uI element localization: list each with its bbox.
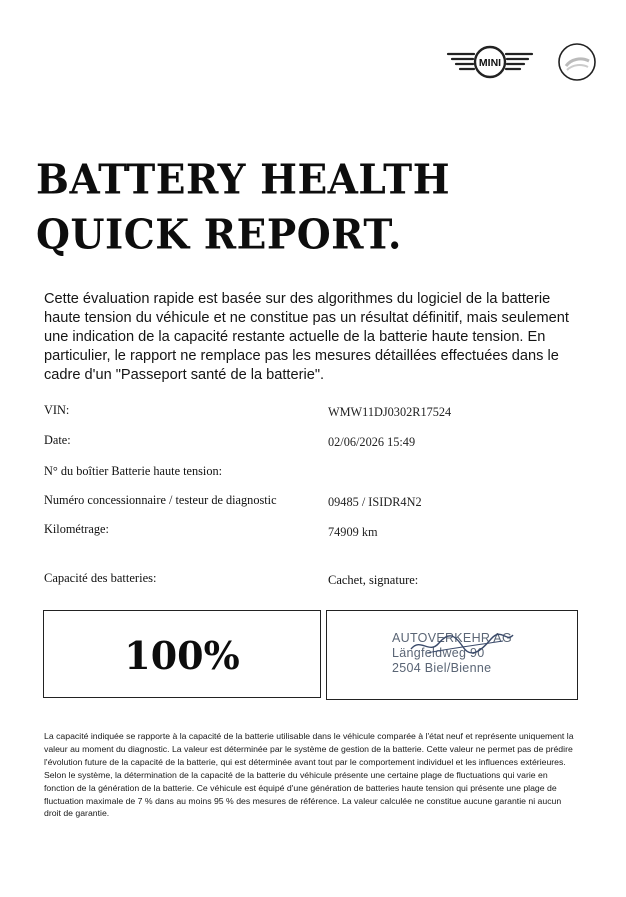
svg-text:MINI: MINI (478, 57, 502, 69)
vin-label: VIN: (44, 403, 70, 417)
capacity-box (43, 610, 321, 698)
page-title (36, 152, 596, 262)
intro-paragraph: Cette évaluation rapide est basée sur des algorithmes du logiciel de la batterie haute tension du véhicule et ne constitue pas un résultat définitif, mais seulement une indication de la capacité restante actuelle de la batterie haute tension. En particulier, le rapport ne remplace pas les mesures détaillées effectuées dans le cadre d'un "Passeport santé de la batterie". (44, 291, 569, 383)
stamp-line-3: 2504 Biel/Bienne (392, 661, 492, 675)
title-line-2: QUICK REPORT. (36, 210, 402, 260)
stamp-line-1: AUTOVERKEHR AG (392, 631, 512, 645)
circular-badge-icon (557, 42, 597, 82)
stamp-box (326, 610, 578, 700)
mileage-value: 74909 km (328, 525, 378, 539)
stamp-label: Cachet, signature: (328, 573, 419, 587)
date-value: 02/06/2026 15:49 (328, 435, 416, 449)
mileage-label: Kilométrage: (44, 522, 109, 536)
dealer-tester-label: Numéro concessionnaire / testeur de diagnostic (44, 493, 277, 507)
mini-logo (445, 44, 535, 80)
battery-case-label: N° du boîtier Batterie haute tension: (44, 464, 223, 478)
vin-value: WMW11DJ0302R17524 (328, 405, 452, 419)
capacity-value: 100% (124, 633, 240, 678)
stamp-line-2: Längfeldweg 90 (392, 646, 485, 660)
disclaimer-footnote: La capacité indiquée se rapporte à la capacité de la batterie utilisable dans le véhicule comparée à l'état neuf et représente uniquement la valeur au moment du diagnostic. La valeur est déterminée par le système de gestion de la batterie. Cette valeur ne permet pas de prédire l'évolution future de la capacité de la batterie, qui est déterminée avant tout par le comportement individuel et les influences extérieures. Selon le système, la détermination de la capacité de la batterie du véhicule présente une certaine plage de fluctuations qui varie en fonction de la génération de la batterie. Ce véhicule est équipé d'une génération de batteries haute tension qui présente une plage de fluctuation maximale de 7 % dans au moins 95 % des mesures de référence. La valeur calculée ne constitue aucune garantie ni aucun droit de garantie. (44, 731, 574, 819)
signature (407, 629, 517, 659)
title-line-1: BATTERY HEALTH (36, 155, 451, 204)
date-label: Date: (44, 433, 71, 447)
dealer-tester-value: 09485 / ISIDR4N2 (328, 495, 422, 509)
capacity-label: Capacité des batteries: (44, 571, 157, 585)
